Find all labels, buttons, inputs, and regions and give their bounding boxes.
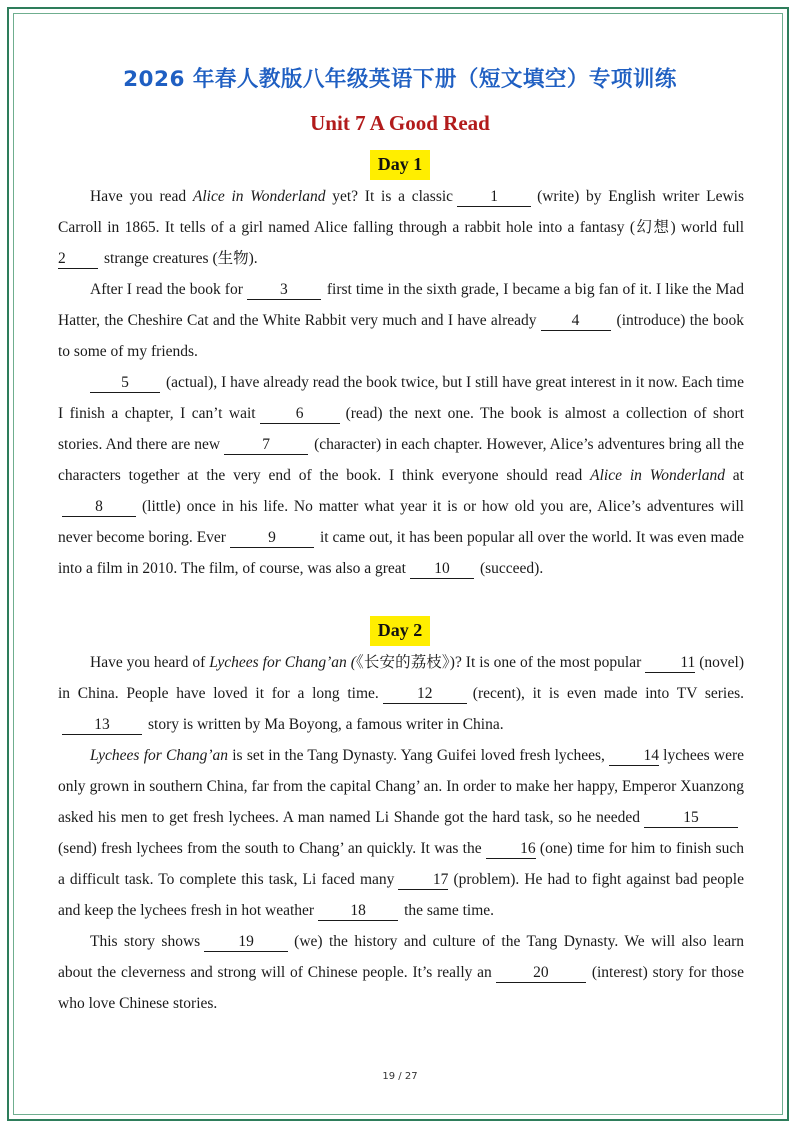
text: (we) the history and culture of the Tang Dynasty. We will also learn about the cleverness and strong will of Chinese people. It’s really an	[58, 933, 744, 981]
text: (send) fresh lychees from the south to Chang’ an quickly. It was the	[58, 840, 482, 857]
day2-paragraph-2	[58, 740, 744, 926]
document-title: 2026 年春人教版八年级英语下册（短文填空）专项训练	[123, 67, 677, 92]
text: After I read the book for	[90, 281, 243, 298]
day1-heading	[0, 150, 800, 180]
blank-19[interactable]: 19	[204, 933, 288, 952]
text: yet? It is a classic	[325, 188, 454, 205]
text: (introduce) the book to some of my friends.	[58, 312, 744, 360]
text: lychees were only grown in southern China, far from the capital Chang’ an. In order to make her happy, Emperor Xuanzong asked his men to get fresh lychees. A man named Li Shande got the hard task, so he needed	[58, 747, 744, 826]
text: strange creatures (生物).	[104, 250, 258, 267]
text: (little) once in his life. No matter what year it is or how old you are, Alice’s adventures will never become boring. Ever	[58, 498, 744, 546]
text: (interest) story for those who love Chinese stories.	[58, 964, 744, 1012]
blank-18[interactable]: 18	[318, 902, 398, 921]
text: (succeed).	[479, 560, 544, 577]
text: (novel) in China. People have loved it for a long time.	[58, 654, 744, 702]
blank-9[interactable]: 9	[230, 529, 314, 548]
text: the same time.	[404, 902, 495, 919]
blank-15[interactable]: 15	[644, 809, 738, 828]
text: (write) by English writer Lewis Carroll in 1865. It tells of a girl named Alice falling through a rabbit hole into a fantasy (幻想) world full	[58, 188, 744, 236]
text: (one) time for him to finish such a difficult task. To complete this task, Li faced many	[58, 840, 744, 888]
blank-6[interactable]: 6	[260, 405, 340, 424]
text: (actual), I have already read the book twice, but I still have great interest in it now. Each time I finish a chapter, I can’t wait	[58, 374, 744, 422]
day1-paragraph-3	[58, 367, 744, 584]
page-number: 19 / 27	[382, 1071, 418, 1082]
text: (recent), it is even made into TV series.	[472, 685, 744, 702]
chinese-book-title: 《长安的荔枝》	[355, 654, 450, 671]
text: first time in the sixth grade, I became a big fan of it. I like the Mad Hatter, the Cheshire Cat and the White Rabbit very much and I have already	[58, 281, 744, 329]
blank-11[interactable]: 11	[645, 654, 695, 673]
blank-3[interactable]: 3	[247, 281, 321, 300]
text: )? It is one of the most popular	[449, 654, 642, 671]
day2-paragraph-1	[58, 647, 744, 740]
blank-5[interactable]: 5	[90, 374, 160, 393]
text: story is written by Ma Boyong, a famous writer in China.	[148, 716, 504, 733]
text: is set in the Tang Dynasty. Yang Guifei loved fresh lychees,	[228, 747, 605, 764]
text: (problem). He had to fight against bad people and keep the lychees fresh in hot weather	[58, 871, 744, 919]
text: (read) the next one. The book is almost a collection of short stories. And there are new	[58, 405, 744, 453]
blank-2[interactable]: 2	[58, 250, 98, 269]
blank-7[interactable]: 7	[224, 436, 308, 455]
text: at	[724, 467, 744, 484]
text: (character) in each chapter. However, Alice’s adventures bring all the characters together at the very end of the book. I think everyone should read	[58, 436, 744, 484]
day1-label: Day 1	[370, 150, 431, 180]
day1-paragraph-1	[58, 181, 744, 274]
blank-16[interactable]: 16	[486, 840, 536, 859]
blank-8[interactable]: 8	[62, 498, 136, 517]
blank-14[interactable]: 14	[609, 747, 659, 766]
day2-paragraph-3	[58, 926, 744, 1019]
day2-passage	[58, 647, 744, 1019]
blank-1[interactable]: 1	[457, 188, 531, 207]
blank-12[interactable]: 12	[383, 685, 467, 704]
text: Have you read	[90, 188, 193, 205]
book-title: Alice in Wonderland	[192, 188, 326, 205]
day1-passage	[58, 181, 744, 584]
text: Have you heard of	[90, 654, 210, 671]
blank-17[interactable]: 17	[398, 871, 448, 890]
unit-title: Unit 7 A Good Read	[310, 111, 490, 135]
text: This story shows	[90, 933, 201, 950]
blank-20[interactable]: 20	[496, 964, 586, 983]
day2-label: Day 2	[370, 616, 431, 646]
blank-4[interactable]: 4	[541, 312, 611, 331]
blank-10[interactable]: 10	[410, 560, 474, 579]
text: it came out, it has been popular all over the world. It was even made into a film in 2010. The film, of course, was also a great	[58, 529, 745, 577]
book-title: Lychees for Chang’an	[90, 747, 229, 764]
blank-13[interactable]: 13	[62, 716, 142, 735]
book-title: Alice in Wonderland	[590, 467, 725, 484]
book-title: Lychees for Chang’an (	[209, 654, 356, 671]
day2-heading	[0, 616, 800, 646]
day1-paragraph-2	[58, 274, 744, 367]
